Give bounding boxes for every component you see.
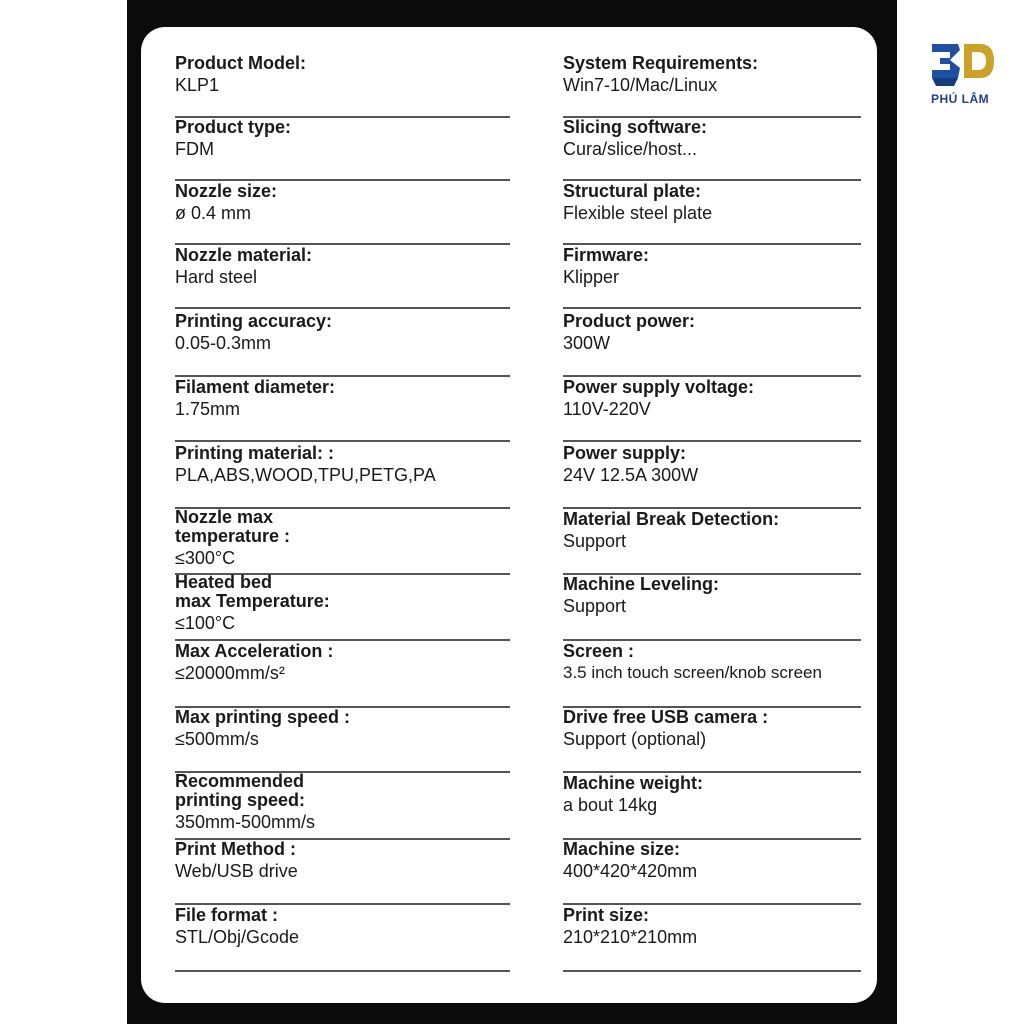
spec-label: Slicing software:: [563, 117, 708, 137]
spec-label: Structural plate:: [563, 181, 702, 201]
spec-value: ≤300°C: [175, 548, 236, 568]
spec-label: Nozzle size:: [175, 181, 278, 201]
spec-label: Power supply voltage:: [563, 377, 755, 397]
spec-value: Klipper: [563, 267, 620, 287]
spec-value: PLA,ABS,WOOD,TPU,PETG,PA: [175, 465, 436, 485]
spec-label: Heated bed max Temperature:: [175, 572, 330, 611]
left-spec-row: [175, 508, 510, 575]
spec-label: Drive free USB camera :: [563, 707, 769, 727]
spec-label: Printing accuracy:: [175, 311, 333, 331]
left-spec-row: [175, 904, 510, 972]
right-spec-row: [563, 904, 861, 972]
spec-value: Support (optional): [563, 729, 707, 749]
left-spec-row: [175, 442, 510, 509]
left-spec-row: [175, 310, 510, 377]
right-spec-row: [563, 640, 861, 708]
spec-value: Win7-10/Mac/Linux: [563, 75, 718, 95]
spec-label: Product type:: [175, 117, 292, 137]
spec-value: Flexible steel plate: [563, 203, 713, 223]
left-spec-row: [175, 52, 510, 118]
spec-value: STL/Obj/Gcode: [175, 927, 300, 947]
spec-label: Product Model:: [175, 53, 306, 73]
spec-label: Product power:: [563, 311, 696, 331]
left-spec-row: [175, 376, 510, 442]
left-spec-row: [175, 838, 510, 905]
spec-value: Support: [563, 531, 627, 551]
right-spec-row: [563, 573, 861, 641]
spec-label: Print Method :: [175, 839, 296, 859]
spec-label: Print size:: [563, 905, 650, 925]
spec-value: Support: [563, 596, 627, 616]
spec-value: ≤20000mm/s²: [175, 663, 285, 683]
spec-value: 350mm-500mm/s: [175, 812, 316, 832]
right-spec-row: [563, 310, 861, 377]
spec-value: ø 0.4 mm: [175, 203, 252, 223]
spec-label: Filament diameter:: [175, 377, 336, 397]
spec-value: 300W: [563, 333, 611, 353]
spec-value: 400*420*420mm: [563, 861, 698, 881]
right-spec-row: [563, 442, 861, 509]
spec-label: Power supply:: [563, 443, 687, 463]
spec-card: [141, 27, 877, 1003]
spec-label: Max printing speed :: [175, 707, 351, 727]
spec-label: Screen :: [563, 641, 635, 661]
spec-label: Nozzle max temperature :: [175, 507, 291, 546]
spec-label: Material Break Detection:: [563, 509, 780, 529]
left-spec-row: [175, 573, 510, 641]
spec-label: Max Acceleration :: [175, 641, 334, 661]
spec-value: KLP1: [175, 75, 220, 95]
right-spec-row: [563, 116, 861, 181]
spec-value: ≤100°C: [175, 613, 236, 633]
spec-value: 3.5 inch touch screen/knob screen: [563, 663, 822, 682]
spec-value: Cura/slice/host...: [563, 139, 698, 159]
spec-value: 24V 12.5A 300W: [563, 465, 699, 485]
brand-logo-text: PHÚ LÂM: [931, 92, 990, 106]
left-spec-row: [175, 244, 510, 309]
spec-label: Firmware:: [563, 245, 650, 265]
spec-label: Printing material: :: [175, 443, 335, 463]
spec-value: 1.75mm: [175, 399, 241, 419]
spec-value: 0.05-0.3mm: [175, 333, 272, 353]
left-spec-row: [175, 180, 510, 245]
spec-label: Machine Leveling:: [563, 574, 720, 594]
right-spec-row: [563, 508, 861, 575]
right-spec-row: [563, 772, 861, 840]
right-spec-row: [563, 52, 861, 118]
left-spec-row: [175, 772, 510, 840]
spec-value: 110V-220V: [563, 399, 651, 419]
spec-value: FDM: [175, 139, 214, 159]
right-spec-row: [563, 180, 861, 245]
spec-value: a bout 14kg: [563, 795, 658, 815]
right-spec-row: [563, 706, 861, 773]
left-spec-row: [175, 706, 510, 773]
spec-value: Hard steel: [175, 267, 258, 287]
spec-label: File format :: [175, 905, 279, 925]
spec-label: Recommended printing speed:: [175, 771, 305, 810]
spec-label: Machine weight:: [563, 773, 704, 793]
spec-value: ≤500mm/s: [175, 729, 259, 749]
right-spec-row: [563, 244, 861, 309]
spec-label: System Requirements:: [563, 53, 759, 73]
right-spec-row: [563, 838, 861, 905]
spec-label: Nozzle material:: [175, 245, 313, 265]
left-spec-row: [175, 640, 510, 708]
left-spec-row: [175, 116, 510, 181]
spec-value: 210*210*210mm: [563, 927, 698, 947]
right-spec-row: [563, 376, 861, 442]
spec-label: Machine size:: [563, 839, 681, 859]
spec-value: Web/USB drive: [175, 861, 298, 881]
